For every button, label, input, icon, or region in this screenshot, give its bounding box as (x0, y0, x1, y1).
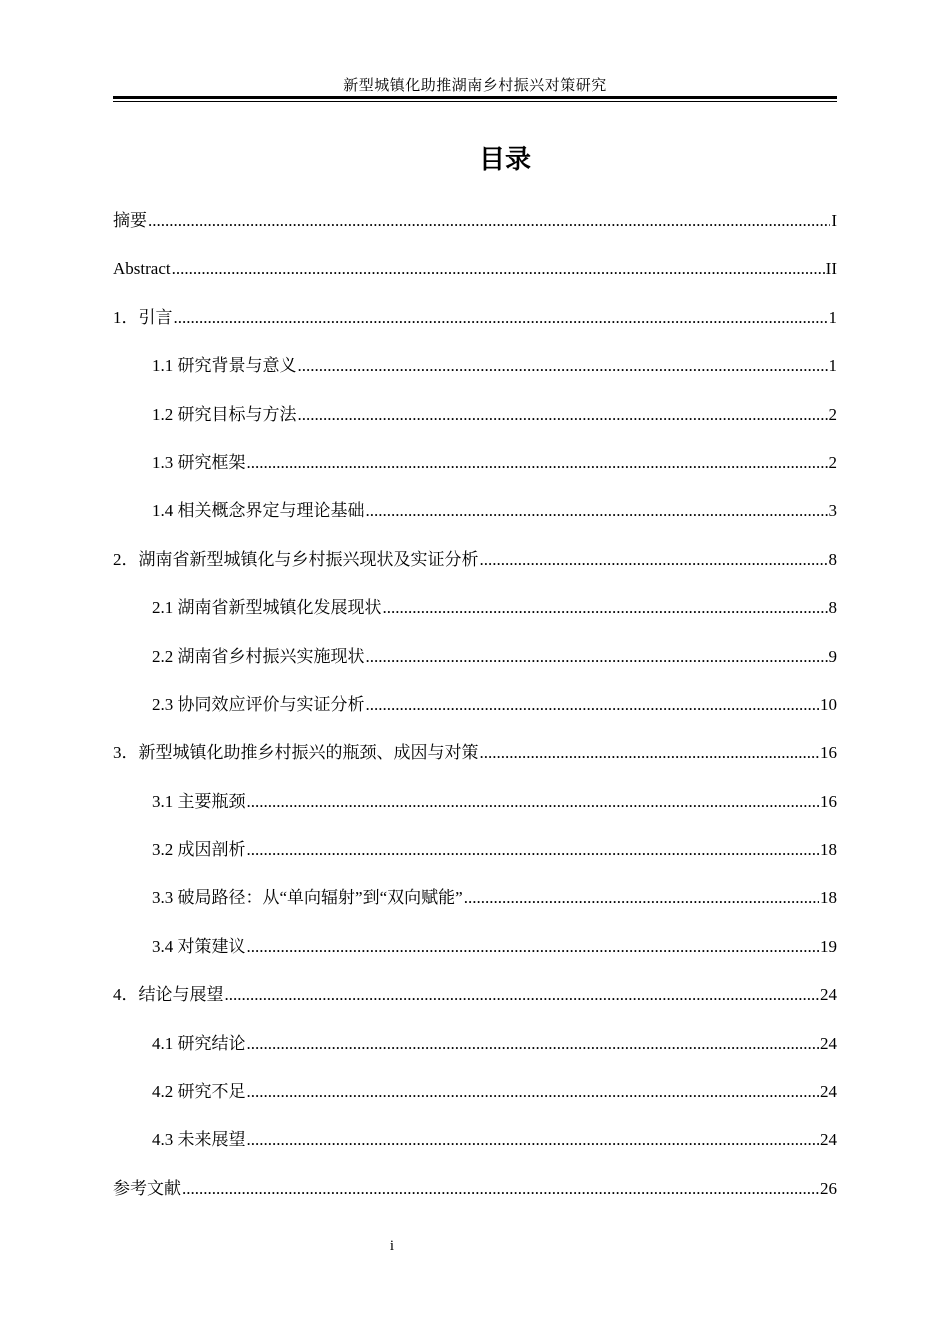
toc-entry-label: 2.2 湖南省乡村振兴实施现状 (152, 646, 365, 666)
toc-entry-page: 26 (820, 1178, 837, 1198)
toc-entry[interactable] (113, 548, 837, 596)
toc-entry-label: 4.2 研究不足 (152, 1082, 246, 1102)
toc-entry-label: 4．结论与展望 (113, 985, 224, 1005)
toc-entry-page: I (831, 211, 837, 230)
toc-dot-leader (480, 741, 820, 765)
toc-entry-page: 8 (828, 549, 837, 569)
toc-entry-label: 3.1 主要瓶颈 (152, 791, 246, 811)
toc-entry-page: II (825, 259, 837, 279)
toc-entry-page: 24 (820, 985, 837, 1005)
toc-entry-page: 1 (828, 356, 837, 376)
toc-entry-label: 3.2 成因剖析 (152, 840, 246, 860)
toc-entry[interactable] (113, 403, 837, 451)
toc-entry-label: 1.3 研究框架 (152, 452, 246, 472)
toc-entry[interactable] (113, 209, 837, 257)
toc-entry-label: 1.2 研究目标与方法 (152, 404, 297, 424)
toc-title: 目录 (478, 144, 531, 174)
header-double-rule (113, 96, 837, 103)
toc-dot-leader (172, 257, 825, 281)
toc-dot-leader (298, 354, 828, 378)
toc-entry-page: 2 (828, 452, 837, 472)
toc-entry-page: 16 (820, 791, 837, 811)
toc-dot-leader (247, 1032, 820, 1056)
toc-dot-leader (247, 935, 820, 959)
toc-entry[interactable] (113, 306, 837, 354)
toc-dot-leader (247, 838, 820, 862)
toc-entry[interactable] (113, 886, 837, 934)
toc-entry[interactable] (113, 1032, 837, 1080)
toc-dot-leader (366, 645, 828, 669)
toc-entry[interactable] (113, 1128, 837, 1176)
toc-entry-label: 3.3 破局路径：从“单向辐射”到“双向赋能” (152, 888, 463, 908)
table-of-contents (113, 209, 837, 1225)
toc-entry-page: 24 (820, 1033, 837, 1053)
toc-entry-label: 1.4 相关概念界定与理论基础 (152, 501, 365, 521)
running-header: 新型城镇化助推湖南乡村振兴对策研究 (343, 78, 607, 94)
toc-entry-page: 2 (828, 404, 837, 424)
toc-entry-label: 1．引言 (113, 307, 173, 327)
toc-entry-label: 4.3 未来展望 (152, 1130, 246, 1150)
toc-entry-page: 18 (820, 840, 837, 860)
header-rule-thin (113, 101, 837, 102)
toc-entry[interactable] (113, 596, 837, 644)
toc-dot-leader (247, 1080, 820, 1104)
toc-entry-page: 8 (828, 598, 837, 618)
toc-entry[interactable] (113, 935, 837, 983)
toc-dot-leader (480, 548, 828, 572)
toc-entry-page: 1 (828, 307, 837, 327)
toc-dot-leader (366, 499, 828, 523)
toc-entry-page: 24 (820, 1130, 837, 1150)
toc-dot-leader (383, 596, 828, 620)
toc-entry-page: 3 (828, 501, 837, 521)
toc-entry-label: 4.1 研究结论 (152, 1033, 246, 1053)
toc-entry[interactable] (113, 645, 837, 693)
toc-dot-leader (247, 451, 828, 475)
toc-dot-leader (247, 790, 820, 814)
toc-entry[interactable] (113, 354, 837, 402)
toc-entry[interactable] (113, 983, 837, 1031)
toc-entry[interactable] (113, 451, 837, 499)
toc-entry-page: 16 (820, 743, 837, 763)
toc-entry-label: 2．湖南省新型城镇化与乡村振兴现状及实证分析 (113, 549, 479, 569)
toc-entry-page: 24 (820, 1082, 837, 1102)
toc-entry-label: 参考文献 (113, 1178, 181, 1198)
toc-dot-leader (366, 693, 820, 717)
toc-dot-leader (174, 306, 828, 330)
toc-dot-leader (182, 1177, 819, 1201)
toc-entry[interactable] (113, 257, 837, 305)
toc-dot-leader (225, 983, 820, 1007)
toc-entry[interactable] (113, 741, 837, 789)
toc-entry-label: 3．新型城镇化助推乡村振兴的瓶颈、成因与对策 (113, 743, 479, 763)
toc-entry[interactable] (113, 1177, 837, 1225)
toc-entry[interactable] (113, 693, 837, 741)
toc-entry-page: 9 (828, 646, 837, 666)
toc-entry-label: 摘要 (113, 211, 147, 230)
toc-dot-leader (247, 1128, 820, 1152)
page-number: i (389, 1238, 395, 1254)
toc-entry-label: 3.4 对策建议 (152, 936, 246, 956)
toc-entry-label: Abstract (113, 259, 171, 279)
toc-entry-label: 1.1 研究背景与意义 (152, 356, 297, 376)
toc-entry-page: 18 (820, 888, 837, 908)
toc-entry[interactable] (113, 838, 837, 886)
toc-entry[interactable] (113, 1080, 837, 1128)
toc-entry-page: 19 (820, 936, 837, 956)
toc-dot-leader (464, 886, 819, 910)
toc-entry-page: 10 (820, 694, 837, 714)
header-rule-thick (113, 96, 837, 99)
toc-entry-label: 2.3 协同效应评价与实证分析 (152, 694, 365, 714)
toc-entry-label: 2.1 湖南省新型城镇化发展现状 (152, 598, 382, 618)
toc-dot-leader (298, 403, 828, 427)
toc-entry[interactable] (113, 790, 837, 838)
toc-entry[interactable] (113, 499, 837, 547)
toc-dot-leader (148, 209, 830, 233)
